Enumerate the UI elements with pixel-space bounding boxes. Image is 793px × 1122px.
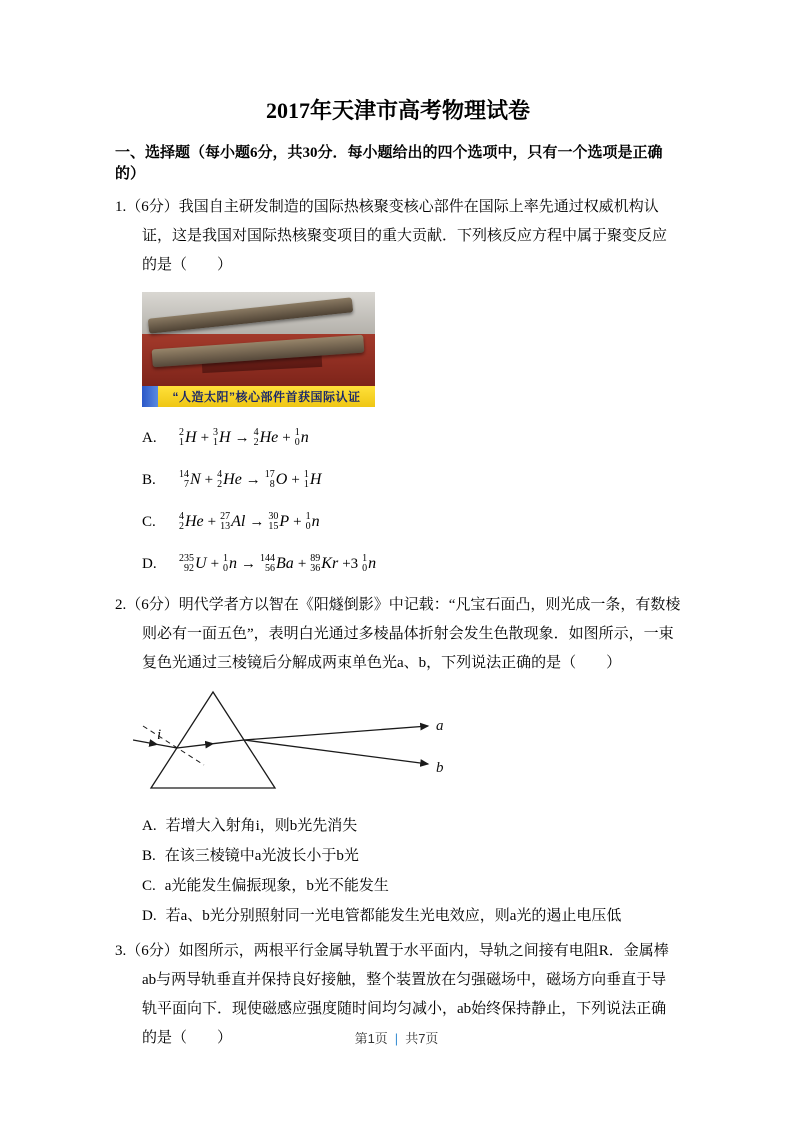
nuclide-symbol: n bbox=[300, 429, 309, 446]
nuclide bbox=[179, 428, 197, 448]
nuclide-symbol: N bbox=[190, 471, 201, 488]
nuclide-prescripts: 4 2 bbox=[253, 427, 259, 448]
nuclide bbox=[254, 428, 279, 448]
nuclide-symbol: H bbox=[185, 429, 197, 446]
option-text: a光能发生偏振现象，b光不能发生 bbox=[164, 878, 389, 894]
section-header: 一、选择题（每小题6分，共30分．每小题给出的四个选项中，只有一个选项是正确的） bbox=[115, 145, 663, 182]
option-row-b bbox=[142, 459, 681, 501]
nuclide-symbol: n bbox=[311, 513, 320, 530]
nuclide-prescripts: 144 56 bbox=[260, 553, 276, 574]
option-row-c bbox=[142, 501, 681, 543]
question-1-text: 1.（6分）我国自主研发制造的国际热核聚变核心部件在国际上率先通过权威机构认证，这是我国对国际热核聚变项目的重大贡献．下列核反应方程中属于聚变反应的是（ ） bbox=[115, 199, 668, 273]
option-text: 若增大入射角i，则b光先消失 bbox=[165, 818, 358, 834]
nuclide bbox=[179, 512, 204, 532]
prism-triangle bbox=[151, 692, 275, 788]
nuclide-prescripts: 4 2 bbox=[179, 511, 184, 532]
nuclide-symbol: n bbox=[229, 555, 238, 572]
internal-ray bbox=[177, 744, 213, 748]
nuclide bbox=[217, 470, 242, 490]
option-text: 若a、b光分别照射同一光电管都能发生光电效应，则a光的遏止电压低 bbox=[165, 908, 622, 924]
ray-b-label: b bbox=[436, 760, 444, 776]
equation-operator: +3 bbox=[342, 555, 359, 572]
nuclide-symbol: P bbox=[279, 513, 290, 530]
prism-figure bbox=[133, 684, 681, 807]
nuclide-prescripts: 1 1 bbox=[303, 469, 309, 490]
option-label: B. bbox=[142, 848, 156, 864]
nuclide-prescripts: 2 1 bbox=[179, 427, 184, 448]
exam-title: 2017年天津市高考物理试卷 bbox=[265, 98, 530, 123]
news-photo bbox=[142, 292, 375, 407]
option-label: C. bbox=[142, 513, 156, 530]
internal-ray-2 bbox=[213, 740, 244, 744]
incident-angle-label: i bbox=[157, 727, 162, 743]
nuclide-symbol: He bbox=[185, 513, 204, 530]
equation-operator: + bbox=[210, 555, 220, 572]
question-1 bbox=[115, 193, 681, 585]
nuclide bbox=[260, 554, 294, 574]
nuclide-prescripts: 27 13 bbox=[220, 511, 231, 532]
equation-operator: → bbox=[249, 513, 265, 530]
nuclide-symbol: Al bbox=[231, 513, 246, 530]
equation-operator: + bbox=[207, 513, 217, 530]
option-row-a bbox=[142, 811, 681, 841]
option-label: A. bbox=[142, 818, 157, 834]
equation-operator: → bbox=[245, 471, 261, 488]
nuclide-prescripts: 4 2 bbox=[217, 469, 223, 490]
nuclide bbox=[213, 428, 231, 448]
nuclide bbox=[304, 470, 322, 490]
nuclide-symbol: H bbox=[309, 471, 322, 488]
nuclide-symbol: n bbox=[368, 555, 377, 572]
option-text: 在该三棱镜中a光波长小于b光 bbox=[164, 848, 359, 864]
option-row-b bbox=[142, 841, 681, 871]
photo-caption-text: “人造太阳”核心部件首获国际认证 bbox=[172, 390, 361, 404]
equation-operator: + bbox=[200, 429, 210, 446]
nuclide-prescripts: 30 15 bbox=[268, 511, 279, 532]
caption-yellow-segment bbox=[158, 386, 375, 407]
nuclide-symbol: U bbox=[195, 555, 207, 572]
nuclide-prescripts: 1 0 bbox=[294, 427, 300, 448]
equation-operator: + bbox=[282, 429, 291, 446]
option-row-d bbox=[142, 901, 681, 931]
nuclide bbox=[268, 512, 289, 532]
nuclear-equation bbox=[178, 428, 310, 448]
page-separator: | bbox=[394, 1031, 399, 1046]
equation-operator: + bbox=[204, 471, 214, 488]
option-label: B. bbox=[142, 471, 156, 488]
nuclide-prescripts: 17 8 bbox=[264, 469, 275, 490]
nuclide-prescripts: 1 0 bbox=[223, 553, 229, 574]
equation-operator: + bbox=[297, 555, 307, 572]
nuclear-equation bbox=[178, 512, 321, 532]
caption-blue-segment bbox=[142, 386, 158, 407]
nuclide bbox=[306, 512, 320, 532]
nuclide bbox=[362, 554, 376, 574]
equation-operator: + bbox=[291, 471, 300, 488]
ray-a-label: a bbox=[436, 718, 444, 734]
nuclide bbox=[179, 554, 207, 574]
option-label: C. bbox=[142, 878, 156, 894]
nuclide bbox=[220, 512, 245, 532]
equation-operator: + bbox=[293, 513, 302, 530]
nuclear-equation bbox=[178, 554, 377, 574]
nuclide bbox=[265, 470, 288, 490]
nuclide-prescripts: 3 1 bbox=[213, 427, 219, 448]
page-number: 第1页 bbox=[354, 1031, 388, 1046]
nuclide-prescripts: 14 7 bbox=[179, 469, 189, 490]
nuclide-symbol: Ba bbox=[276, 555, 294, 572]
nuclide-prescripts: 235 92 bbox=[179, 553, 194, 574]
nuclide bbox=[179, 470, 201, 490]
page-content bbox=[115, 94, 681, 1059]
question-3-text: 3.（6分）如图所示，两根平行金属导轨置于水平面内，导轨之间接有电阻R．金属棒ab与两导轨垂直并保持良好接触，整个装置放在匀强磁场中，磁场方向垂直于导轨平面向下．现使磁感应强度随时间均匀减小，ab始终保持静止，下列说法正确的是（ ） bbox=[115, 943, 669, 1046]
option-label: D. bbox=[142, 555, 157, 572]
option-label: D. bbox=[142, 908, 157, 924]
nuclide bbox=[223, 554, 237, 574]
nuclide bbox=[295, 428, 309, 448]
option-row-a bbox=[142, 417, 681, 459]
option-label: A. bbox=[142, 429, 157, 446]
nuclide-symbol: O bbox=[275, 471, 288, 488]
nuclide-symbol: Kr bbox=[321, 555, 339, 572]
page-total: 共7页 bbox=[405, 1031, 439, 1046]
page-footer bbox=[0, 1028, 793, 1047]
nuclide-symbol: H bbox=[219, 429, 231, 446]
ray-a bbox=[244, 726, 428, 740]
option-row-d bbox=[142, 543, 681, 585]
nuclide-prescripts: 1 0 bbox=[362, 553, 368, 574]
equation-operator: → bbox=[241, 555, 257, 572]
nuclide-symbol: He bbox=[259, 429, 279, 446]
option-row-c bbox=[142, 871, 681, 901]
incident-ray bbox=[133, 740, 157, 744]
ray-b bbox=[244, 740, 428, 764]
photo-caption-bar bbox=[142, 386, 375, 407]
nuclide-prescripts: 89 36 bbox=[310, 553, 321, 574]
equation-operator: → bbox=[234, 429, 250, 446]
nuclide-prescripts: 1 0 bbox=[305, 511, 311, 532]
nuclear-equation bbox=[178, 470, 322, 490]
nuclide bbox=[310, 554, 338, 574]
nuclide-symbol: He bbox=[223, 471, 242, 488]
question-2 bbox=[115, 591, 681, 931]
question-2-text: 2.（6分）明代学者方以智在《阳燧倒影》中记载：“凡宝石面凸，则光成一条，有数棱则必有一面五色”，表明白光通过多棱晶体折射会发生色散现象．如图所示，一束复色光通过三棱镜后分解成两束单色光a、b，下列说法正确的是（ ） bbox=[115, 597, 681, 671]
prism-diagram-svg bbox=[133, 684, 463, 802]
